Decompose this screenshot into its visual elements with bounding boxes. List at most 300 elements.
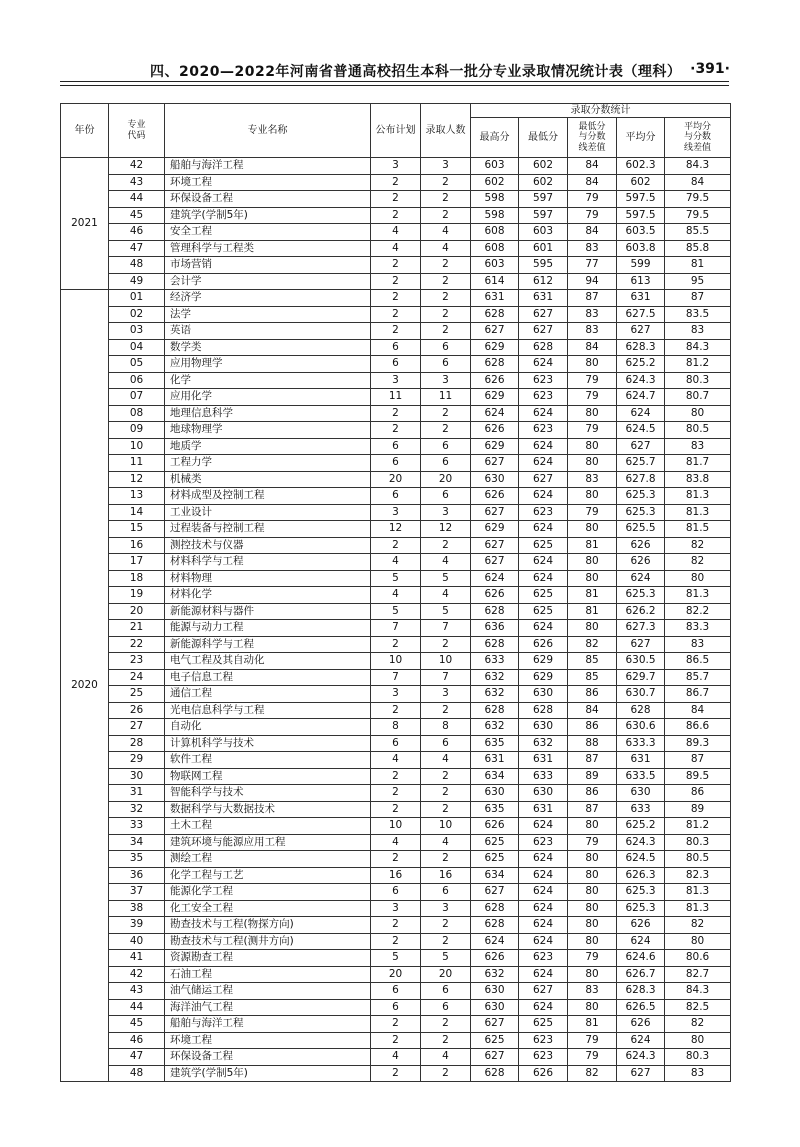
- avg-cell: 613: [617, 273, 665, 290]
- admitted-cell: 4: [421, 1049, 471, 1066]
- admitted-cell: 2: [421, 1065, 471, 1082]
- min-diff-cell: 84: [568, 224, 617, 241]
- min-cell: 597: [519, 191, 568, 208]
- avg-diff-cell: 81.2: [665, 356, 731, 373]
- avg-diff-cell: 80: [665, 1032, 731, 1049]
- table-row: [61, 867, 731, 884]
- code-cell: 23: [109, 653, 165, 670]
- admitted-cell: 16: [421, 867, 471, 884]
- min-diff-cell: 86: [568, 686, 617, 703]
- admitted-cell: 20: [421, 471, 471, 488]
- avg-diff-cell: 81.3: [665, 900, 731, 917]
- header-score-group: 录取分数统计: [471, 104, 731, 118]
- admitted-cell: 6: [421, 438, 471, 455]
- admitted-cell: 3: [421, 504, 471, 521]
- avg-cell: 633.5: [617, 768, 665, 785]
- plan-cell: 4: [371, 1049, 421, 1066]
- table-row: [61, 702, 731, 719]
- name-cell: 数学类: [165, 339, 371, 356]
- admitted-cell: 3: [421, 372, 471, 389]
- admitted-cell: 6: [421, 488, 471, 505]
- table-row: [61, 224, 731, 241]
- avg-diff-cell: 82.7: [665, 966, 731, 983]
- avg-diff-cell: 83.8: [665, 471, 731, 488]
- plan-cell: 2: [371, 768, 421, 785]
- min-diff-cell: 84: [568, 702, 617, 719]
- name-cell: 测控技术与仪器: [165, 537, 371, 554]
- header-min: 最低分: [519, 118, 568, 158]
- max-cell: 603: [471, 257, 519, 274]
- min-cell: 595: [519, 257, 568, 274]
- plan-cell: 6: [371, 339, 421, 356]
- avg-cell: 633.3: [617, 735, 665, 752]
- plan-cell: 2: [371, 702, 421, 719]
- avg-cell: 625.5: [617, 521, 665, 538]
- avg-cell: 627.3: [617, 620, 665, 637]
- code-cell: 06: [109, 372, 165, 389]
- avg-cell: 626: [617, 537, 665, 554]
- name-cell: 环保设备工程: [165, 191, 371, 208]
- max-cell: 602: [471, 174, 519, 191]
- min-diff-cell: 82: [568, 1065, 617, 1082]
- code-cell: 14: [109, 504, 165, 521]
- table-body: [61, 158, 731, 1082]
- header-avg-diff: 平均分与分数线差值: [665, 118, 731, 158]
- name-cell: 安全工程: [165, 224, 371, 241]
- code-cell: 45: [109, 207, 165, 224]
- plan-cell: 12: [371, 521, 421, 538]
- admitted-cell: 2: [421, 290, 471, 307]
- name-cell: 环保设备工程: [165, 1049, 371, 1066]
- admitted-cell: 2: [421, 174, 471, 191]
- name-cell: 自动化: [165, 719, 371, 736]
- plan-cell: 2: [371, 851, 421, 868]
- table-row: [61, 1065, 731, 1082]
- admitted-cell: 11: [421, 389, 471, 406]
- max-cell: 626: [471, 422, 519, 439]
- min-diff-cell: 79: [568, 191, 617, 208]
- min-cell: 624: [519, 884, 568, 901]
- admitted-cell: 6: [421, 356, 471, 373]
- name-cell: 工业设计: [165, 504, 371, 521]
- admitted-cell: 2: [421, 323, 471, 340]
- min-diff-cell: 94: [568, 273, 617, 290]
- plan-cell: 4: [371, 752, 421, 769]
- name-cell: 新能源材料与器件: [165, 603, 371, 620]
- name-cell: 化学工程与工艺: [165, 867, 371, 884]
- table-row: [61, 306, 731, 323]
- avg-diff-cell: 85.8: [665, 240, 731, 257]
- avg-cell: 624.3: [617, 834, 665, 851]
- code-cell: 40: [109, 933, 165, 950]
- plan-cell: 2: [371, 933, 421, 950]
- admitted-cell: 2: [421, 257, 471, 274]
- table-row: [61, 999, 731, 1016]
- avg-diff-cell: 81.5: [665, 521, 731, 538]
- min-diff-cell: 83: [568, 306, 617, 323]
- table-row: [61, 455, 731, 472]
- name-cell: 石油工程: [165, 966, 371, 983]
- min-cell: 628: [519, 339, 568, 356]
- min-diff-cell: 81: [568, 587, 617, 604]
- avg-diff-cell: 80.3: [665, 1049, 731, 1066]
- admitted-cell: 20: [421, 966, 471, 983]
- avg-diff-cell: 80.3: [665, 834, 731, 851]
- plan-cell: 6: [371, 999, 421, 1016]
- plan-cell: 2: [371, 801, 421, 818]
- min-diff-cell: 80: [568, 900, 617, 917]
- plan-cell: 4: [371, 554, 421, 571]
- max-cell: 629: [471, 339, 519, 356]
- min-diff-cell: 81: [568, 537, 617, 554]
- table-row: [61, 966, 731, 983]
- min-cell: 623: [519, 504, 568, 521]
- admitted-cell: 2: [421, 702, 471, 719]
- max-cell: 624: [471, 405, 519, 422]
- min-cell: 626: [519, 1065, 568, 1082]
- header-name: 专业名称: [165, 104, 371, 158]
- avg-diff-cell: 82.2: [665, 603, 731, 620]
- plan-cell: 6: [371, 983, 421, 1000]
- plan-cell: 5: [371, 950, 421, 967]
- admitted-cell: 5: [421, 570, 471, 587]
- table-row: [61, 752, 731, 769]
- avg-cell: 624.3: [617, 372, 665, 389]
- max-cell: 627: [471, 323, 519, 340]
- plan-cell: 3: [371, 372, 421, 389]
- avg-diff-cell: 83.5: [665, 306, 731, 323]
- table-row: [61, 950, 731, 967]
- min-diff-cell: 86: [568, 719, 617, 736]
- min-cell: 623: [519, 422, 568, 439]
- admitted-cell: 2: [421, 636, 471, 653]
- header-min-diff: 最低分与分数线差值: [568, 118, 617, 158]
- avg-diff-cell: 80.3: [665, 372, 731, 389]
- max-cell: 628: [471, 900, 519, 917]
- max-cell: 598: [471, 207, 519, 224]
- admitted-cell: 3: [421, 158, 471, 175]
- min-diff-cell: 80: [568, 521, 617, 538]
- code-cell: 44: [109, 999, 165, 1016]
- name-cell: 资源勘查工程: [165, 950, 371, 967]
- table-row: [61, 389, 731, 406]
- table-row: [61, 257, 731, 274]
- avg-diff-cell: 82: [665, 554, 731, 571]
- table-row: [61, 719, 731, 736]
- plan-cell: 2: [371, 1065, 421, 1082]
- table-row: [61, 620, 731, 637]
- min-diff-cell: 85: [568, 653, 617, 670]
- max-cell: 630: [471, 785, 519, 802]
- min-diff-cell: 87: [568, 752, 617, 769]
- admitted-cell: 2: [421, 422, 471, 439]
- min-diff-cell: 80: [568, 966, 617, 983]
- max-cell: 614: [471, 273, 519, 290]
- plan-cell: 2: [371, 323, 421, 340]
- page-title: 四、2020—2022年河南省普通高校招生本科一批分专业录取情况统计表（理科）: [150, 64, 682, 80]
- avg-cell: 628: [617, 702, 665, 719]
- avg-cell: 599: [617, 257, 665, 274]
- max-cell: 628: [471, 603, 519, 620]
- code-cell: 29: [109, 752, 165, 769]
- avg-cell: 624.5: [617, 422, 665, 439]
- table-row: [61, 834, 731, 851]
- plan-cell: 3: [371, 900, 421, 917]
- name-cell: 建筑学(学制5年): [165, 207, 371, 224]
- min-cell: 624: [519, 620, 568, 637]
- code-cell: 42: [109, 966, 165, 983]
- plan-cell: 4: [371, 834, 421, 851]
- header-max: 最高分: [471, 118, 519, 158]
- code-cell: 24: [109, 669, 165, 686]
- max-cell: 629: [471, 389, 519, 406]
- table-row: [61, 884, 731, 901]
- max-cell: 634: [471, 768, 519, 785]
- avg-diff-cell: 82.5: [665, 999, 731, 1016]
- header-code: 专业代码: [109, 104, 165, 158]
- avg-cell: 626.5: [617, 999, 665, 1016]
- min-diff-cell: 80: [568, 554, 617, 571]
- table-row: [61, 686, 731, 703]
- min-diff-cell: 77: [568, 257, 617, 274]
- avg-cell: 627: [617, 323, 665, 340]
- name-cell: 智能科学与技术: [165, 785, 371, 802]
- max-cell: 631: [471, 290, 519, 307]
- table-row: [61, 669, 731, 686]
- max-cell: 630: [471, 983, 519, 1000]
- code-cell: 03: [109, 323, 165, 340]
- plan-cell: 2: [371, 785, 421, 802]
- code-cell: 02: [109, 306, 165, 323]
- code-cell: 38: [109, 900, 165, 917]
- min-diff-cell: 84: [568, 339, 617, 356]
- admitted-cell: 2: [421, 801, 471, 818]
- table-row: [61, 488, 731, 505]
- avg-diff-cell: 81.3: [665, 884, 731, 901]
- avg-diff-cell: 79.5: [665, 207, 731, 224]
- table-row: [61, 174, 731, 191]
- min-cell: 630: [519, 785, 568, 802]
- table-row: [61, 900, 731, 917]
- header-year: 年份: [61, 104, 109, 158]
- avg-diff-cell: 80: [665, 405, 731, 422]
- code-cell: 12: [109, 471, 165, 488]
- min-cell: 624: [519, 851, 568, 868]
- max-cell: 627: [471, 537, 519, 554]
- code-cell: 31: [109, 785, 165, 802]
- avg-cell: 597.5: [617, 207, 665, 224]
- code-cell: 43: [109, 174, 165, 191]
- table-row: [61, 537, 731, 554]
- avg-diff-cell: 84.3: [665, 983, 731, 1000]
- min-cell: 627: [519, 983, 568, 1000]
- max-cell: 608: [471, 240, 519, 257]
- min-cell: 602: [519, 174, 568, 191]
- min-diff-cell: 80: [568, 867, 617, 884]
- avg-cell: 631: [617, 752, 665, 769]
- name-cell: 建筑环境与能源应用工程: [165, 834, 371, 851]
- avg-cell: 626: [617, 554, 665, 571]
- avg-diff-cell: 83: [665, 438, 731, 455]
- code-cell: 28: [109, 735, 165, 752]
- name-cell: 会计学: [165, 273, 371, 290]
- table-row: [61, 504, 731, 521]
- table-row: [61, 653, 731, 670]
- admitted-cell: 4: [421, 554, 471, 571]
- name-cell: 勘查技术与工程(物探方向): [165, 917, 371, 934]
- code-cell: 22: [109, 636, 165, 653]
- avg-cell: 628.3: [617, 983, 665, 1000]
- avg-cell: 624.6: [617, 950, 665, 967]
- plan-cell: 6: [371, 438, 421, 455]
- table-row: [61, 768, 731, 785]
- min-cell: 623: [519, 1049, 568, 1066]
- admitted-cell: 6: [421, 884, 471, 901]
- min-cell: 633: [519, 768, 568, 785]
- min-diff-cell: 79: [568, 1032, 617, 1049]
- max-cell: 628: [471, 356, 519, 373]
- table-row: [61, 240, 731, 257]
- header-admitted: 录取人数: [421, 104, 471, 158]
- page-header: [60, 52, 730, 80]
- min-cell: 624: [519, 867, 568, 884]
- plan-cell: 3: [371, 686, 421, 703]
- plan-cell: 2: [371, 1032, 421, 1049]
- admitted-cell: 5: [421, 950, 471, 967]
- plan-cell: 2: [371, 917, 421, 934]
- avg-diff-cell: 89.3: [665, 735, 731, 752]
- header-rule: [60, 81, 729, 82]
- name-cell: 经济学: [165, 290, 371, 307]
- table-row: [61, 323, 731, 340]
- admitted-cell: 3: [421, 900, 471, 917]
- table-row: [61, 603, 731, 620]
- name-cell: 地理信息科学: [165, 405, 371, 422]
- table-row: [61, 339, 731, 356]
- admitted-cell: 4: [421, 224, 471, 241]
- code-cell: 35: [109, 851, 165, 868]
- plan-cell: 20: [371, 966, 421, 983]
- code-cell: 18: [109, 570, 165, 587]
- avg-diff-cell: 84: [665, 702, 731, 719]
- plan-cell: 6: [371, 884, 421, 901]
- avg-diff-cell: 81.2: [665, 818, 731, 835]
- max-cell: 624: [471, 933, 519, 950]
- plan-cell: 2: [371, 1016, 421, 1033]
- plan-cell: 8: [371, 719, 421, 736]
- year-cell: 2020: [61, 290, 109, 1082]
- avg-cell: 627: [617, 438, 665, 455]
- avg-cell: 624: [617, 933, 665, 950]
- plan-cell: 2: [371, 257, 421, 274]
- min-cell: 624: [519, 455, 568, 472]
- min-cell: 631: [519, 752, 568, 769]
- table-row: [61, 372, 731, 389]
- avg-diff-cell: 80.6: [665, 950, 731, 967]
- code-cell: 27: [109, 719, 165, 736]
- avg-diff-cell: 80.7: [665, 389, 731, 406]
- max-cell: 632: [471, 719, 519, 736]
- min-cell: 624: [519, 521, 568, 538]
- min-cell: 627: [519, 306, 568, 323]
- avg-diff-cell: 80: [665, 933, 731, 950]
- max-cell: 625: [471, 834, 519, 851]
- avg-cell: 624.7: [617, 389, 665, 406]
- year-cell: 2021: [61, 158, 109, 290]
- name-cell: 建筑学(学制5年): [165, 1065, 371, 1082]
- min-cell: 624: [519, 966, 568, 983]
- admitted-cell: 12: [421, 521, 471, 538]
- max-cell: 629: [471, 521, 519, 538]
- avg-diff-cell: 87: [665, 290, 731, 307]
- table-row: [61, 158, 731, 175]
- admitted-cell: 2: [421, 1016, 471, 1033]
- avg-cell: 626.3: [617, 867, 665, 884]
- code-cell: 04: [109, 339, 165, 356]
- name-cell: 物联网工程: [165, 768, 371, 785]
- avg-diff-cell: 84.3: [665, 339, 731, 356]
- avg-diff-cell: 82: [665, 1016, 731, 1033]
- min-diff-cell: 79: [568, 834, 617, 851]
- table-row: [61, 273, 731, 290]
- admitted-cell: 2: [421, 191, 471, 208]
- plan-cell: 2: [371, 207, 421, 224]
- avg-cell: 602: [617, 174, 665, 191]
- max-cell: 627: [471, 884, 519, 901]
- avg-cell: 626.2: [617, 603, 665, 620]
- plan-cell: 6: [371, 356, 421, 373]
- admitted-cell: 2: [421, 537, 471, 554]
- max-cell: 627: [471, 455, 519, 472]
- max-cell: 627: [471, 1049, 519, 1066]
- name-cell: 船舶与海洋工程: [165, 1016, 371, 1033]
- code-cell: 01: [109, 290, 165, 307]
- min-cell: 624: [519, 405, 568, 422]
- admitted-cell: 2: [421, 917, 471, 934]
- avg-cell: 624: [617, 570, 665, 587]
- code-cell: 13: [109, 488, 165, 505]
- name-cell: 能源化学工程: [165, 884, 371, 901]
- code-cell: 25: [109, 686, 165, 703]
- table-row: [61, 521, 731, 538]
- code-cell: 46: [109, 1032, 165, 1049]
- code-cell: 11: [109, 455, 165, 472]
- max-cell: 632: [471, 669, 519, 686]
- plan-cell: 11: [371, 389, 421, 406]
- min-diff-cell: 83: [568, 240, 617, 257]
- avg-cell: 625.3: [617, 900, 665, 917]
- table-row: [61, 785, 731, 802]
- min-diff-cell: 79: [568, 1049, 617, 1066]
- min-cell: 629: [519, 669, 568, 686]
- table-row: [61, 1049, 731, 1066]
- name-cell: 船舶与海洋工程: [165, 158, 371, 175]
- avg-cell: 603.8: [617, 240, 665, 257]
- admitted-cell: 7: [421, 620, 471, 637]
- plan-cell: 5: [371, 603, 421, 620]
- max-cell: 626: [471, 372, 519, 389]
- min-diff-cell: 79: [568, 504, 617, 521]
- name-cell: 材料物理: [165, 570, 371, 587]
- avg-diff-cell: 82.3: [665, 867, 731, 884]
- admitted-cell: 2: [421, 207, 471, 224]
- name-cell: 法学: [165, 306, 371, 323]
- name-cell: 能源与动力工程: [165, 620, 371, 637]
- name-cell: 应用化学: [165, 389, 371, 406]
- min-diff-cell: 79: [568, 372, 617, 389]
- max-cell: 629: [471, 438, 519, 455]
- name-cell: 化工安全工程: [165, 900, 371, 917]
